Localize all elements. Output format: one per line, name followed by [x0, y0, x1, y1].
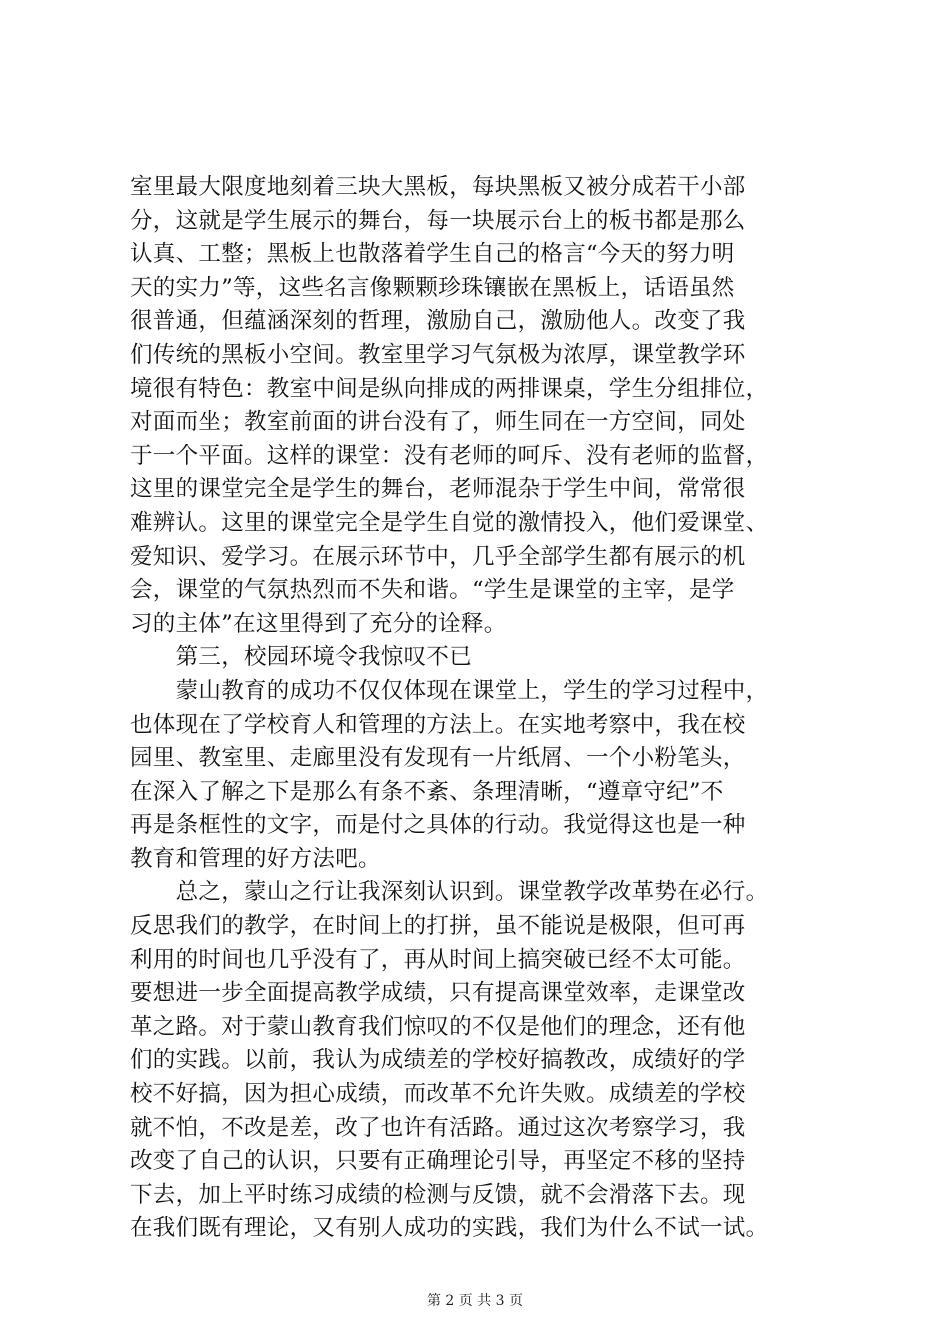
text-line: 认真、工整；黑板上也散落着学生自己的格言“今天的努力明 [130, 241, 735, 268]
body-text [130, 171, 852, 1246]
text-line: 改变了自己的认识，只要有正确理论引导，再坚定不移的坚持 [130, 1148, 746, 1175]
section-heading: 第三，校园环境令我惊叹不已 [130, 644, 473, 671]
text-line: 于一个平面。这样的课堂：没有老师的呵斥、没有老师的监督， [130, 442, 769, 469]
page-number-footer: 第 2 页 共 3 页 [426, 1293, 524, 1309]
text-line: 会，课堂的气氛热烈而不失和谐。“学生是课堂的主宰，是学 [130, 577, 735, 604]
text-line: 下去，加上平时练习成绩的检测与反馈，就不会滑落下去。现 [130, 1181, 746, 1208]
text-line: 境很有特色：教室中间是纵向排成的两排课桌，学生分组排位， [130, 375, 769, 402]
text-line: 蒙山教育的成功不仅仅体现在课堂上，学生的学习过程中， [130, 677, 769, 704]
text-line: 也体现在了学校育人和管理的方法上。在实地考察中，我在校 [130, 711, 746, 738]
text-line: 校不好搞，因为担心成绩，而改革不允许失败。成绩差的学校 [130, 1081, 746, 1108]
text-line: 就不怕，不改是差，改了也许有活路。通过这次考察学习，我 [130, 1114, 746, 1141]
text-line: 反思我们的教学，在时间上的打拼，虽不能说是极限，但可再 [130, 913, 746, 940]
text-line: 这里的课堂完全是学生的舞台，老师混杂于学生中间，常常很 [130, 476, 746, 503]
text-line: 天的实力”等，这些名言像颗颗珍珠镶嵌在黑板上，话语虽然 [130, 274, 735, 301]
text-line: 教育和管理的好方法吧。 [130, 845, 381, 872]
text-line: 要想进一步全面提高教学成绩，只有提高课堂效率，走课堂改 [130, 980, 746, 1007]
text-line: 爱知识、爱学习。在展示环节中，几乎全部学生都有展示的机 [130, 543, 746, 570]
text-line: 很普通，但蕴涵深刻的哲理，激励自己，激励他人。改变了我 [130, 308, 746, 335]
text-line: 分，这就是学生展示的舞台，每一块展示台上的板书都是那么 [130, 207, 746, 234]
text-line: 对面而坐；教室前面的讲台没有了，师生同在一方空间，同处 [130, 409, 746, 436]
text-line: 在我们既有理论，又有别人成功的实践，我们为什么不试一试。 [130, 1215, 769, 1242]
text-line: 利用的时间也几乎没有了，再从时间上搞突破已经不太可能。 [130, 946, 746, 973]
text-line: 在深入了解之下是那么有条不紊、条理清晰，“遵章守纪”不 [130, 778, 724, 805]
text-line: 难辨认。这里的课堂完全是学生自觉的激情投入，他们爱课堂、 [130, 509, 769, 536]
text-line: 们的实践。以前，我认为成绩差的学校好搞教改，成绩好的学 [130, 1047, 746, 1074]
text-line: 再是条框性的文字，而是付之具体的行动。我觉得这也是一种 [130, 812, 746, 839]
text-line: 室里最大限度地刻着三块大黑板，每块黑板又被分成若干小部 [130, 174, 746, 200]
text-line: 习的主体”在这里得到了充分的诠释。 [130, 610, 507, 637]
text-line: 们传统的黑板小空间。教室里学习气氛极为浓厚，课堂教学环 [130, 341, 746, 368]
text-line: 园里、教室里、走廊里没有发现有一片纸屑、一个小粉笔头， [130, 745, 746, 772]
text-line: 革之路。对于蒙山教育我们惊叹的不仅是他们的理念，还有他 [130, 1013, 746, 1040]
text-line: 总之，蒙山之行让我深刻认识到。课堂教学改革势在必行。 [130, 879, 769, 906]
